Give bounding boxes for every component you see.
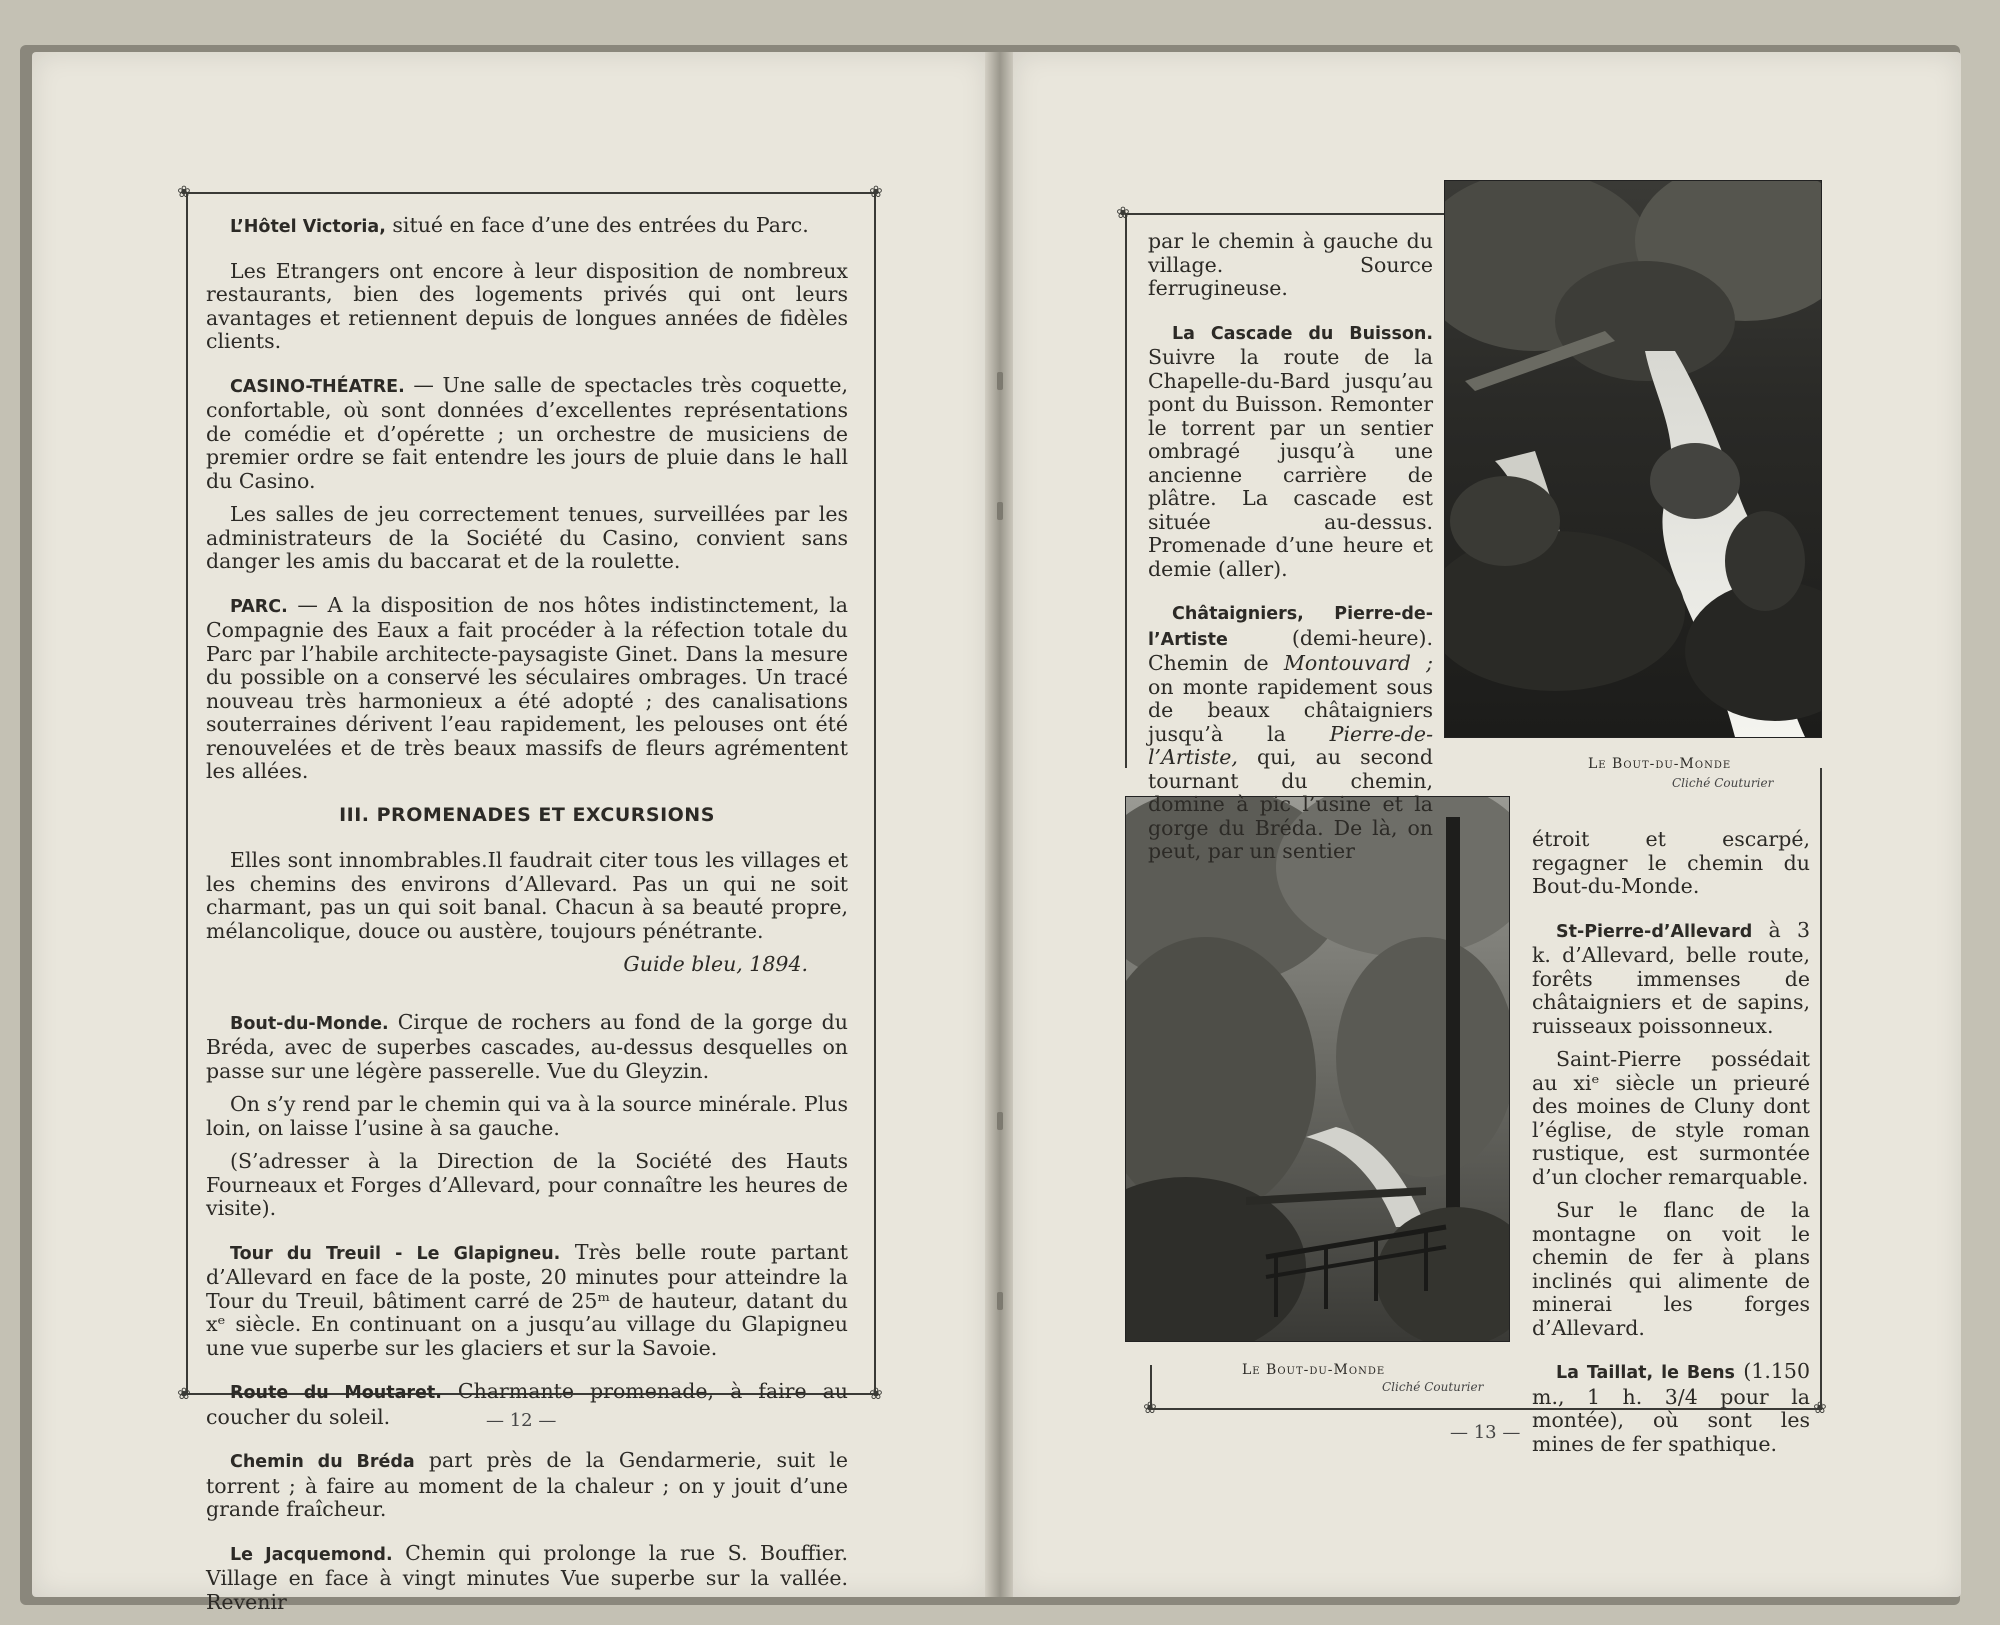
right-frame-left bbox=[1125, 213, 1127, 768]
paragraph-cascade-buisson bbox=[1148, 321, 1433, 582]
paragraph-on-sy-rend: On s’y rend par le chemin qui va à la source minérale. Plus loin, on laisse l’usine à sa gauche. bbox=[206, 1092, 848, 1140]
staple bbox=[997, 502, 1003, 520]
keyword: La Taillat, le Bens bbox=[1556, 1363, 1735, 1383]
paragraph-bout-du-monde bbox=[206, 1011, 848, 1084]
keyword: Châtaigniers, Pierre-de-l’Artiste bbox=[1148, 604, 1433, 650]
photo-bottom-credit: Cliché Couturier bbox=[1382, 1380, 1484, 1394]
section-heading: III. PROMENADES ET EXCURSIONS bbox=[339, 803, 715, 826]
left-frame-top bbox=[186, 192, 876, 194]
paragraph-text: qui, au second tournant du chemin, domine à pic l’usine et la gorge du Bréda. De là, on peut, par un sentier bbox=[1148, 745, 1433, 863]
paragraph-text: Cirque de rochers au fond de la gorge du Bréda, avec de superbes cascades, au-dessus desquelles on passe sur une légère passerelle. Vue du Gleyzin. bbox=[206, 1009, 848, 1083]
keyword: Chemin du Bréda bbox=[230, 1452, 415, 1472]
photo-bout-du-monde-waterfall bbox=[1444, 180, 1822, 738]
staple bbox=[997, 1292, 1003, 1310]
keyword: Bout-du-Monde. bbox=[230, 1013, 389, 1034]
paragraph-etrangers: Les Etrangers ont encore à leur disposition de nombreux restaurants, bien des logements privés qui ont leurs avantages et retiennent depuis de longues années de fidèles clients. bbox=[206, 258, 848, 353]
ornament-icon: ❀ bbox=[1143, 1398, 1157, 1417]
photo-top-caption: Le Bout-du-Monde bbox=[1588, 756, 1732, 772]
paragraph-taillat bbox=[1532, 1360, 1810, 1456]
keyword: Route du Moutaret. bbox=[230, 1383, 442, 1403]
page-number-right: — 13 — bbox=[1450, 1422, 1521, 1443]
paragraph-chataigniers bbox=[1148, 601, 1433, 864]
keyword: Le Jacquemond. bbox=[230, 1544, 393, 1565]
ornament-icon: ❀ bbox=[177, 1384, 191, 1403]
photo-bottom-caption: Le Bout-du-Monde bbox=[1242, 1362, 1386, 1378]
keyword: St-Pierre-d’Allevard bbox=[1556, 921, 1753, 942]
paragraph-saint-pierre: Saint-Pierre possédait au xiᵉ siècle un prieuré des moines de Cluny dont l’église, de style roman rustique, est surmontée d’un clocher remarquable. bbox=[1532, 1047, 1810, 1189]
staple bbox=[997, 1112, 1003, 1130]
keyword: L’Hôtel Victoria, bbox=[230, 217, 386, 237]
ornament-icon: ❀ bbox=[1116, 203, 1130, 222]
ornament-icon: ❀ bbox=[869, 182, 883, 201]
paragraph-text: Très belle route partant d’Allevard en face de la poste, 20 minutes pour atteindre la Tour du Treuil, bâtiment carré de 25ᵐ de hauteur, datant du xᵉ siècle. En continuant on a jusqu’au village du Glapigneu une vue superbe sur les glaciers et sur la Savoie. bbox=[206, 1239, 848, 1360]
paragraph-etroit: étroit et escarpé, regagner le chemin du Bout-du-Monde. bbox=[1532, 827, 1810, 898]
paragraph-parc bbox=[206, 594, 848, 784]
left-frame-right bbox=[874, 192, 876, 1395]
paragraph-casino bbox=[206, 374, 848, 494]
right-page-text-top bbox=[1148, 230, 1433, 874]
paragraph-text: Charmante promenade, à faire au coucher du soleil. bbox=[206, 1379, 848, 1429]
photo-top-credit: Cliché Couturier bbox=[1672, 776, 1774, 790]
paragraph-text: Chemin qui prolonge la rue S. Bouffier. Village en face à vingt minutes Vue superbe sur la vallée. Revenir bbox=[206, 1540, 848, 1614]
forest-image bbox=[1126, 797, 1509, 1341]
paragraph-salles: Les salles de jeu correctement tenues, surveillées par les administrateurs de la Société du Casino, convient sans danger les amis du baccarat et de la roulette. bbox=[206, 502, 848, 573]
photo-bout-du-monde-forest bbox=[1125, 796, 1510, 1342]
paragraph-hotel-victoria bbox=[206, 214, 848, 240]
paragraph-flanc: Sur le flanc de la montagne on voit le chemin de fer à plans inclinés qui alimente de minerai les forges d’Allevard. bbox=[1532, 1198, 1810, 1340]
right-page-text-bottom bbox=[1532, 828, 1810, 1466]
paragraph-text: — Une salle de spectacles très coquette, confortable, où sont données d’excellentes représentations de comédie et d’opérette ; un orchestre de musiciens de premier ordre se fait entendre les jours de pluie dans le hall du Casino. bbox=[206, 372, 848, 493]
paragraph-tour-du-treuil bbox=[206, 1241, 848, 1361]
paragraph-text: à 3 k. d’Allevard, belle route, forêts immenses de châtaigniers et de sapins, ruisseaux poissonneux. bbox=[1532, 917, 1810, 1038]
paragraph-elles: Elles sont innombrables.Il faudrait citer tous les villages et les chemins des environs d’Allevard. Pas un qui ne soit charmant, pas un qui soit banal. Chacun à sa beauté propre, mélancolique, douce ou austère, toujours pénétrante. bbox=[206, 848, 848, 943]
paragraph-text: — A la disposition de nos hôtes indistinctement, la Compagnie des Eaux a fait procéder à la réfection totale du Parc par l’habile architecte-paysagiste Ginet. Dans la mesure du possible on a conservé les séculaires ombrages. Un tracé nouveau très harmonieux a été adopté ; des canalisations souterraines dérivent l’eau rapidement, les pelouses ont été renouvelées et de très beaux massifs de fleurs agrémentent les allées. bbox=[206, 592, 848, 783]
ornament-icon: ❀ bbox=[869, 1384, 883, 1403]
book-gutter bbox=[985, 52, 1015, 1597]
ornament-icon: ❀ bbox=[177, 182, 191, 201]
place-name: Pierre-de-l’Artiste, bbox=[1148, 721, 1433, 769]
quote-source: Guide bleu, 1894. bbox=[623, 952, 808, 976]
paragraph-text: on monte rapidement sous de beaux châtaigniers jusqu’à la bbox=[1148, 674, 1433, 746]
paragraph-text: situé en face d’une des entrées du Parc. bbox=[385, 213, 809, 237]
place-name: Montouvard ; bbox=[1283, 651, 1433, 675]
waterfall-image bbox=[1445, 181, 1821, 737]
ornament-icon: ❀ bbox=[1813, 1398, 1827, 1417]
paragraph-text: (1.150 m., 1 h. 3/4 pour la montée), où sont les mines de fer spathique. bbox=[1532, 1359, 1810, 1456]
keyword: La Cascade du Buisson. bbox=[1172, 323, 1433, 344]
paragraph-jacquemond bbox=[206, 1542, 848, 1615]
right-frame-top bbox=[1125, 213, 1445, 215]
paragraph-sadresser: (S’adresser à la Direction de la Société des Hauts Fourneaux et Forges d’Allevard, pour connaître les heures de visite). bbox=[206, 1149, 848, 1220]
keyword: PARC. bbox=[230, 596, 288, 617]
page-number-left: — 12 — bbox=[486, 1410, 557, 1431]
keyword: Tour du Treuil - Le Glapigneu. bbox=[230, 1243, 561, 1264]
staple bbox=[997, 372, 1003, 390]
right-frame-right bbox=[1820, 768, 1822, 1408]
keyword: CASINO-THÉATRE. bbox=[230, 376, 405, 397]
paragraph-st-pierre bbox=[1532, 919, 1810, 1039]
paragraph-text: (demi-heure). Chemin de bbox=[1148, 625, 1433, 675]
left-frame-left bbox=[186, 192, 188, 1395]
paragraph-text: part près de la Gendarmerie, suit le torrent ; à faire au moment de la chaleur ; on y jouit d’une grande fraîcheur. bbox=[206, 1448, 848, 1521]
paragraph-chemin-du-breda bbox=[206, 1449, 848, 1522]
paragraph-text: Suivre la route de la Chapelle-du-Bard jusqu’au pont du Buisson. Remonter le torrent par un sentier ombragé jusqu’à une ancienne carrière de plâtre. La cascade est située au-dessus. Promenade d’une heure et demie (aller). bbox=[1148, 345, 1433, 581]
paragraph-chemin-gauche: par le chemin à gauche du village. Source ferrugineuse. bbox=[1148, 229, 1433, 300]
